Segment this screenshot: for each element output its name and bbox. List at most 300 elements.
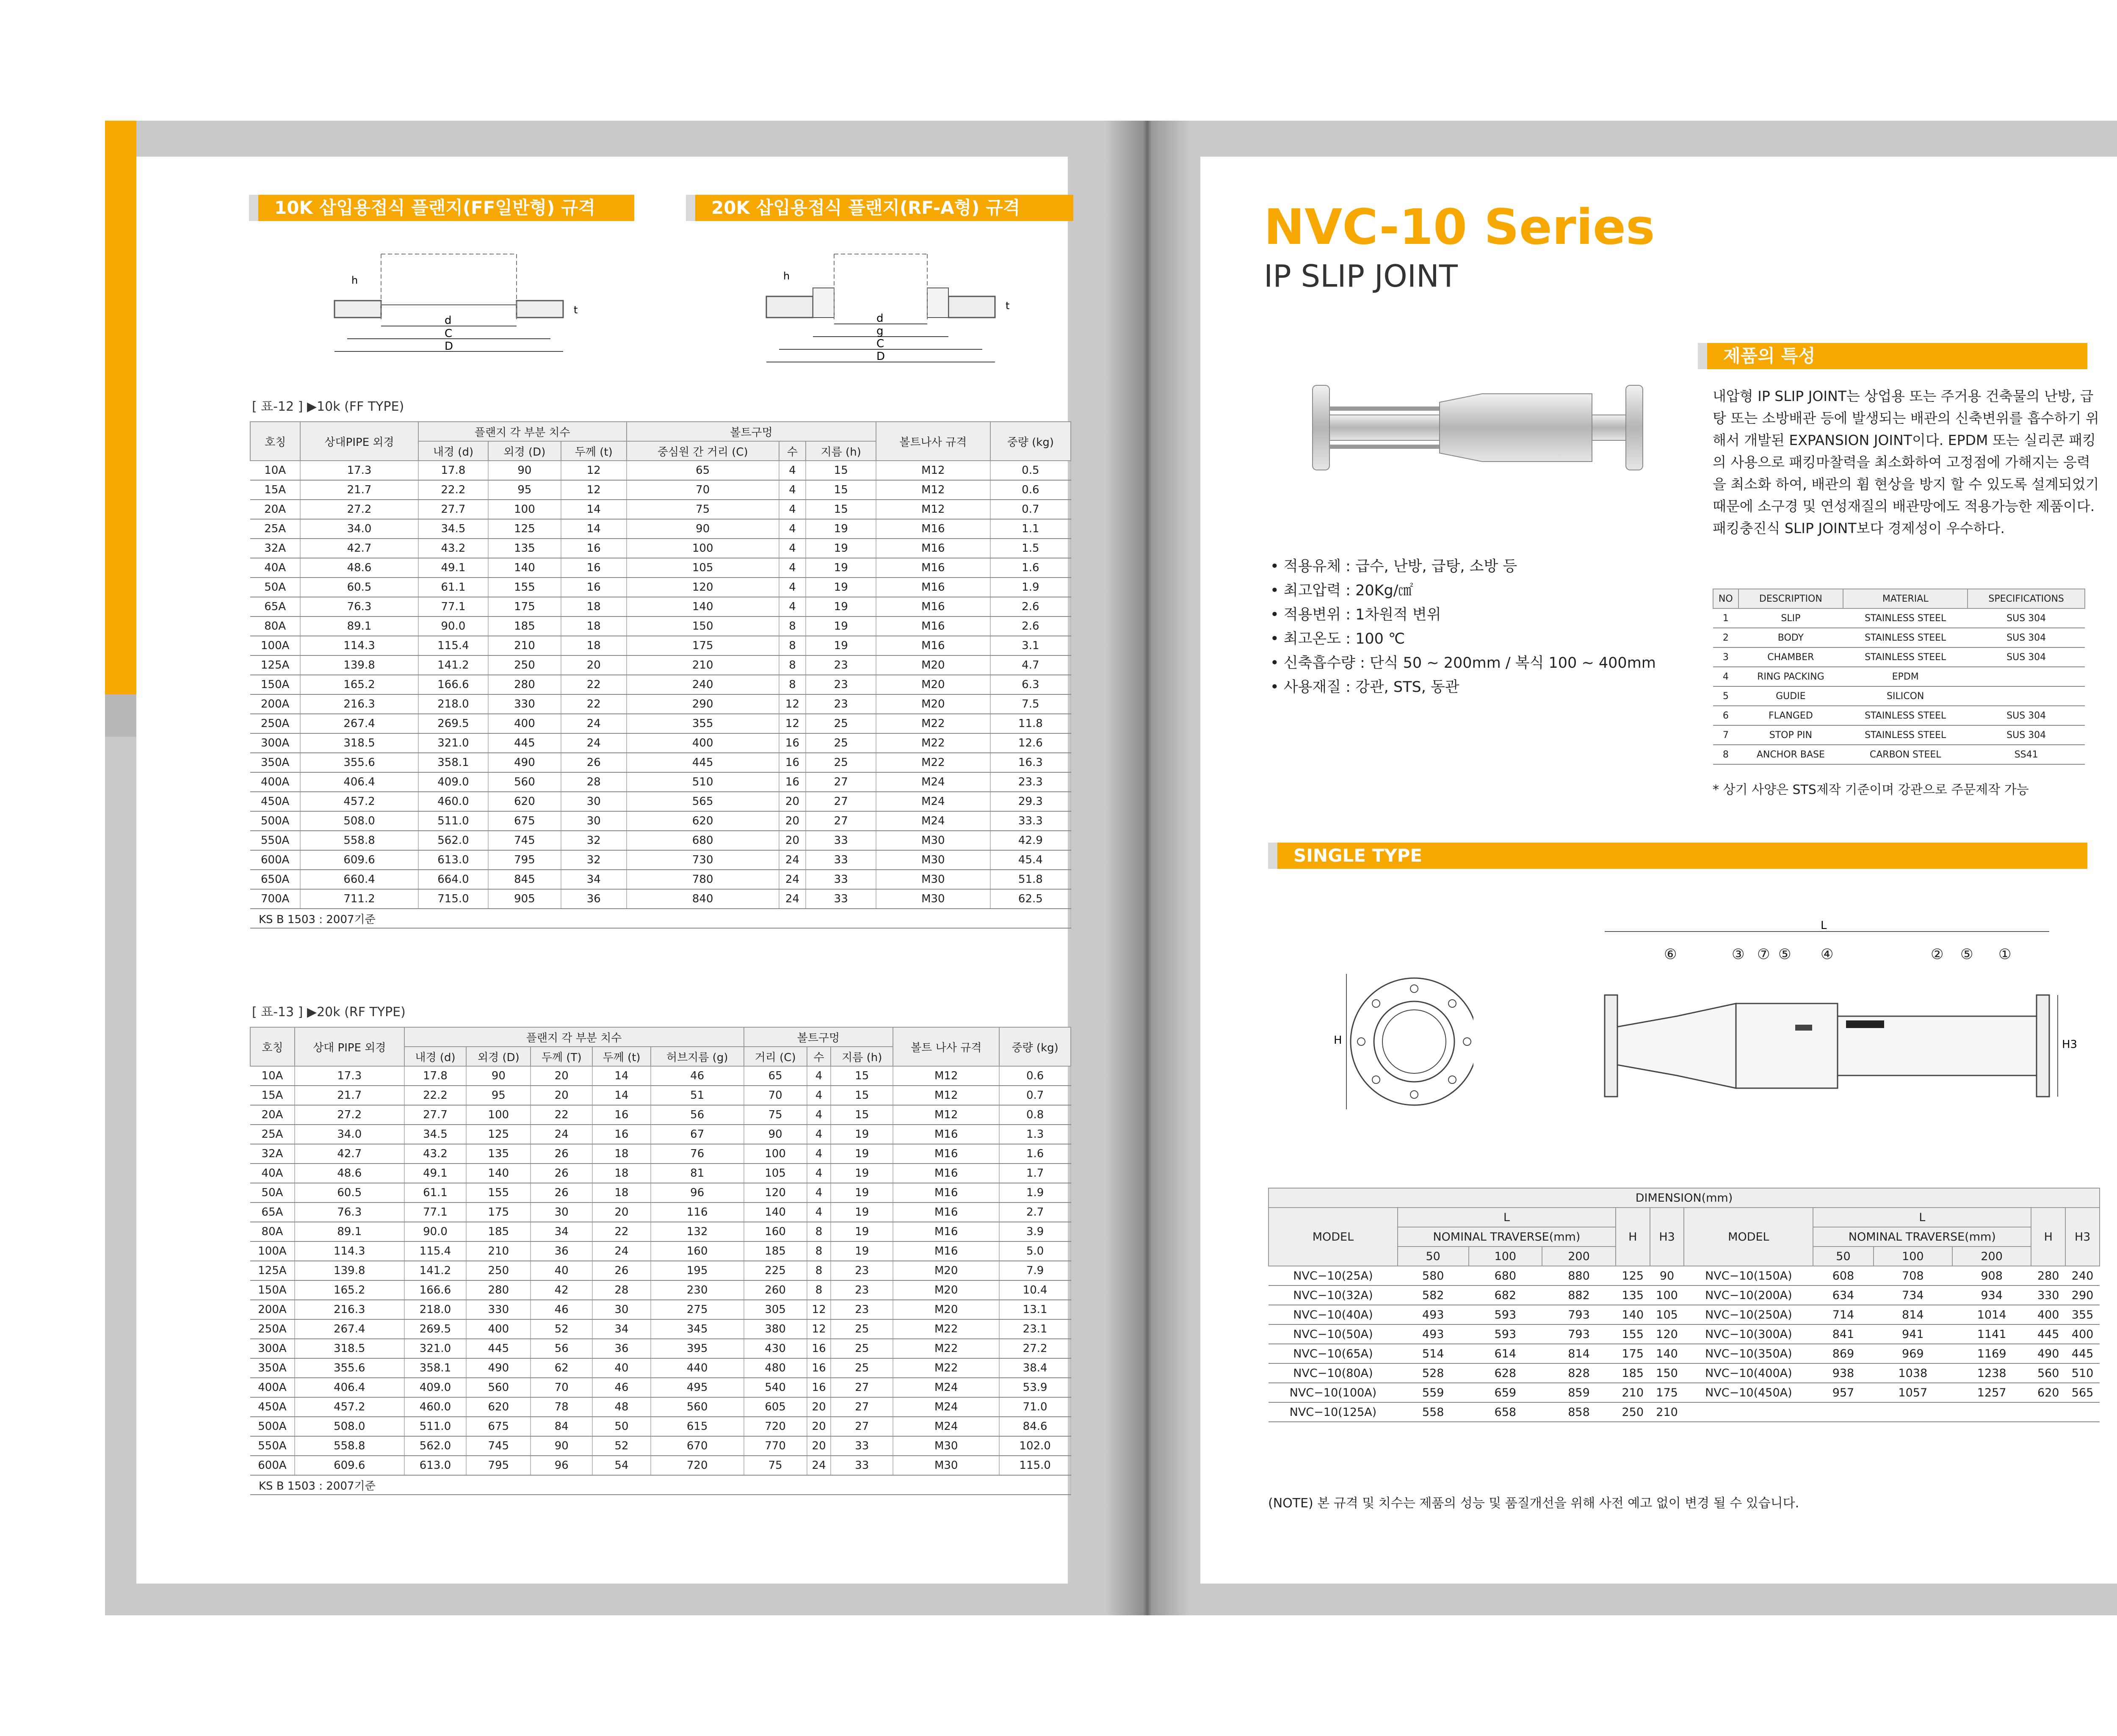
t13-h-D: 외경 (D) — [466, 1047, 531, 1066]
table-cell: 100A — [250, 1241, 295, 1261]
table-cell: 155 — [488, 578, 561, 597]
table-cell: 49.1 — [404, 1164, 467, 1183]
dimension-table — [1268, 1188, 2100, 1422]
table-cell: 225 — [744, 1261, 807, 1280]
table-cell: 600A — [250, 850, 300, 870]
table-cell: 210 — [1616, 1383, 1650, 1402]
table-cell: 40 — [592, 1358, 651, 1378]
t13-h-pipe: 상대 PIPE 외경 — [295, 1027, 404, 1066]
table-cell: 70 — [627, 480, 779, 500]
table-cell: 140 — [744, 1202, 807, 1222]
table-cell: 175 — [488, 597, 561, 616]
table-cell: 267.4 — [295, 1319, 404, 1339]
table-cell: M16 — [876, 636, 990, 655]
t12-h-screw: 볼트나사 규격 — [876, 422, 990, 461]
table-cell: 34.0 — [300, 519, 418, 539]
table-cell: M12 — [893, 1086, 999, 1105]
table-cell: 0.8 — [999, 1105, 1071, 1125]
table-cell: 14 — [561, 500, 627, 519]
table-cell: 90.0 — [404, 1222, 467, 1241]
table-cell: 46 — [592, 1378, 651, 1397]
table-cell: 400 — [2031, 1305, 2065, 1324]
table-cell: 140 — [627, 597, 779, 616]
table-cell: NVC−10(450A) — [1684, 1383, 1813, 1402]
table-cell: 139.8 — [295, 1261, 404, 1280]
spec-bullet-text: 적용변위 : 1차원적 변위 — [1283, 606, 1441, 623]
table-cell: 16 — [561, 578, 627, 597]
table-cell: 34.0 — [295, 1125, 404, 1144]
table-cell: M12 — [876, 500, 990, 519]
diagram-label-c: C — [445, 327, 453, 340]
table-cell: 560 — [488, 772, 561, 792]
table-cell: 16.3 — [990, 753, 1071, 772]
table-cell: 32A — [250, 1144, 295, 1164]
side-view-label-L: L — [1821, 919, 1827, 932]
table-cell: 70 — [531, 1378, 592, 1397]
table-cell: 16 — [779, 733, 806, 753]
table-cell: 76 — [651, 1144, 744, 1164]
table-cell: 708 — [1874, 1266, 1952, 1285]
table-row — [1269, 1344, 2100, 1363]
table-row — [250, 792, 1071, 811]
table-cell: 195 — [651, 1261, 744, 1280]
table-row — [1269, 1324, 2100, 1344]
table-cell: 43.2 — [418, 539, 489, 558]
table-cell: 14 — [592, 1086, 651, 1105]
t12-h-pipe: 상대PIPE 외경 — [300, 422, 418, 461]
table-row — [1713, 686, 2085, 706]
table-cell: 27.2 — [300, 500, 418, 519]
dim-h-200-2: 200 — [1952, 1247, 2031, 1266]
table-cell: SS41 — [1968, 745, 2085, 764]
table-cell: 941 — [1874, 1324, 1952, 1344]
table-cell: M16 — [893, 1164, 999, 1183]
spec-bullet-text: 최고압력 : 20Kg/㎠ — [1283, 582, 1413, 599]
table-cell: 60.5 — [300, 578, 418, 597]
callout-number: ⑥ — [1664, 946, 1677, 963]
table-cell: 330 — [488, 694, 561, 714]
table-cell: M30 — [876, 889, 990, 909]
table-cell: 75 — [744, 1456, 807, 1475]
table-cell: 56 — [651, 1105, 744, 1125]
table-cell: 445 — [2065, 1344, 2100, 1363]
table-row — [1269, 1363, 2100, 1383]
dim-h-100-2: 100 — [1874, 1247, 1952, 1266]
table-cell: 558.8 — [300, 831, 418, 850]
table-cell — [1968, 686, 2085, 706]
t13-h-flange: 플랜지 각 부분 치수 — [404, 1027, 744, 1047]
table-row — [250, 1202, 1071, 1222]
table-cell: 166.6 — [418, 675, 489, 694]
table-cell: 5 — [1713, 686, 1738, 706]
table-cell: 493 — [1398, 1305, 1469, 1324]
table-cell: 12.6 — [990, 733, 1071, 753]
table-cell: M16 — [893, 1125, 999, 1144]
table-cell: 280 — [488, 675, 561, 694]
table-cell: 1.7 — [999, 1164, 1071, 1183]
table-cell: 4 — [779, 519, 806, 539]
table-cell: 24 — [807, 1456, 831, 1475]
table-cell: 25 — [806, 733, 876, 753]
table-cell: 80A — [250, 616, 300, 636]
table-cell: 210 — [1650, 1402, 1684, 1422]
table-cell: NVC−10(25A) — [1269, 1266, 1398, 1285]
table-cell: NVC−10(250A) — [1684, 1305, 1813, 1324]
table-cell: 26 — [531, 1183, 592, 1202]
table-cell: 114.3 — [295, 1241, 404, 1261]
table-cell: 210 — [627, 655, 779, 675]
t12-h-c: 중심원 간 거리 (C) — [627, 441, 779, 461]
table-cell: M30 — [876, 870, 990, 889]
table-cell: 457.2 — [300, 792, 418, 811]
table-cell: 43.2 — [404, 1144, 467, 1164]
table-cell: 25 — [831, 1358, 893, 1378]
table-cell: 65 — [744, 1066, 807, 1086]
table-cell: 620 — [2031, 1383, 2065, 1402]
table-cell: 4 — [807, 1086, 831, 1105]
table-row — [250, 1339, 1071, 1358]
table-cell: 4 — [779, 461, 806, 480]
table-cell: 28 — [592, 1280, 651, 1300]
table-cell: 664.0 — [418, 870, 489, 889]
table-cell: 560 — [466, 1378, 531, 1397]
table-cell: 4 — [779, 597, 806, 616]
table-cell: 460.0 — [404, 1397, 467, 1417]
table-cell: 20 — [807, 1397, 831, 1417]
table-cell: 745 — [466, 1436, 531, 1456]
table-cell: 1038 — [1874, 1363, 1952, 1383]
table-cell: 61.1 — [418, 578, 489, 597]
table-cell: 175 — [627, 636, 779, 655]
table-cell: 267.4 — [300, 714, 418, 733]
table-cell: 52 — [592, 1436, 651, 1456]
table-cell: STAINLESS STEEL — [1843, 647, 1968, 667]
table-cell — [1968, 667, 2085, 686]
table-cell: 71.0 — [999, 1397, 1071, 1417]
table-row — [250, 1183, 1071, 1202]
dim-h-H-2: H — [2031, 1208, 2065, 1266]
table-cell: 8 — [779, 616, 806, 636]
table-cell: 20 — [592, 1202, 651, 1222]
table-row — [1713, 667, 2085, 686]
table-cell: 250A — [250, 714, 300, 733]
table-cell: 90 — [627, 519, 779, 539]
table-cell: 562.0 — [404, 1436, 467, 1456]
table-cell: 659 — [1469, 1383, 1542, 1402]
table-cell: M16 — [893, 1222, 999, 1241]
table-cell: 155 — [1616, 1324, 1650, 1344]
table-cell: 445 — [627, 753, 779, 772]
table-cell: 614 — [1469, 1344, 1542, 1363]
table-cell: 511.0 — [404, 1417, 467, 1436]
table-cell: 8 — [807, 1222, 831, 1241]
table-cell: 23 — [806, 655, 876, 675]
table-cell: M16 — [876, 558, 990, 578]
table-cell: 250 — [1616, 1402, 1650, 1422]
table-cell: 490 — [2031, 1344, 2065, 1363]
table-cell: 23 — [831, 1300, 893, 1319]
table-cell: 42.7 — [295, 1144, 404, 1164]
spec-bullet: • 적용변위 : 1차원적 변위 — [1270, 606, 1441, 623]
table-cell: NVC−10(350A) — [1684, 1344, 1813, 1363]
table-row — [250, 753, 1071, 772]
table-cell: NVC−10(150A) — [1684, 1266, 1813, 1285]
table-cell: M12 — [893, 1066, 999, 1086]
table-cell: 25A — [250, 519, 300, 539]
table-cell: 18 — [592, 1183, 651, 1202]
table-cell: 81 — [651, 1164, 744, 1183]
table-cell: 957 — [1813, 1383, 1873, 1402]
table-cell: 795 — [488, 850, 561, 870]
dim-h-nominal-2: NOMINAL TRAVERSE(mm) — [1813, 1227, 2031, 1247]
table-cell: 17.3 — [295, 1066, 404, 1086]
table-cell: 457.2 — [295, 1397, 404, 1417]
table-cell: 19 — [806, 539, 876, 558]
table-cell: 19 — [806, 616, 876, 636]
table-cell: 90 — [1650, 1266, 1684, 1285]
table-cell: 260 — [744, 1280, 807, 1300]
table-cell: 19 — [831, 1183, 893, 1202]
table-cell: M12 — [876, 461, 990, 480]
table-cell: 21.7 — [300, 480, 418, 500]
table-cell: 16 — [807, 1339, 831, 1358]
table-cell: 20A — [250, 1105, 295, 1125]
table-cell: 150A — [250, 675, 300, 694]
table-cell: 160 — [744, 1222, 807, 1241]
table-cell: SUS 304 — [1968, 608, 2085, 628]
table-row — [250, 1417, 1071, 1436]
table-cell: 440 — [651, 1358, 744, 1378]
table-cell: 0.6 — [999, 1066, 1071, 1086]
table-cell: 18 — [592, 1144, 651, 1164]
table-cell: 938 — [1813, 1363, 1873, 1383]
end-view-label-H: H — [1334, 1034, 1342, 1047]
table-row — [250, 1436, 1071, 1456]
table-cell — [2031, 1402, 2065, 1422]
table-cell: 218.0 — [404, 1300, 467, 1319]
table-row — [250, 675, 1071, 694]
spec-bullet-text: 사용재질 : 강관, STS, 동관 — [1283, 679, 1459, 696]
table-cell: 528 — [1398, 1363, 1469, 1383]
table-cell: 628 — [1469, 1363, 1542, 1383]
table-cell: 620 — [488, 792, 561, 811]
table-cell: 305 — [744, 1300, 807, 1319]
table-cell: 700A — [250, 889, 300, 909]
table-cell: 16 — [592, 1125, 651, 1144]
table-cell: 2 — [1713, 628, 1738, 647]
table-cell: NVC−10(50A) — [1269, 1324, 1398, 1344]
table13-caption: [ 표-13 ] ▶20k (RF TYPE) — [252, 1005, 406, 1020]
table-cell: 27 — [806, 811, 876, 831]
table-cell: 80A — [250, 1222, 295, 1241]
table-cell: 355.6 — [295, 1358, 404, 1378]
table-cell: 32 — [561, 831, 627, 850]
table-cell: 460.0 — [418, 792, 489, 811]
table-row — [1269, 1285, 2100, 1305]
table-cell: STAINLESS STEEL — [1843, 706, 1968, 725]
spec-bullets — [1270, 555, 1656, 699]
parts-header-cell: NO — [1713, 589, 1738, 608]
callout-number: ③ — [1732, 946, 1745, 963]
rf-label-d: d — [876, 312, 884, 325]
table-cell: 550A — [250, 1436, 295, 1456]
table-cell: 34 — [561, 870, 627, 889]
table-cell: 828 — [1542, 1363, 1616, 1383]
table-cell: 4 — [779, 578, 806, 597]
table-cell: 15 — [806, 480, 876, 500]
table-cell: SUS 304 — [1968, 628, 2085, 647]
spec-bullet: • 신축흡수량 : 단식 50 ~ 200mm / 복식 100 ~ 400mm — [1270, 655, 1656, 672]
table-cell: 36 — [561, 889, 627, 909]
table-cell: 0.7 — [999, 1086, 1071, 1105]
table-cell: 160 — [651, 1241, 744, 1261]
table-cell: 8 — [807, 1261, 831, 1280]
table-cell: NVC−10(100A) — [1269, 1383, 1398, 1402]
table-cell: 290 — [2065, 1285, 2100, 1305]
table-cell: 90 — [466, 1066, 531, 1086]
parts-header-cell: DESCRIPTION — [1738, 589, 1843, 608]
table-row — [250, 772, 1071, 792]
table-cell: 734 — [1874, 1285, 1952, 1305]
table-row — [250, 1125, 1071, 1144]
table-cell: M16 — [876, 539, 990, 558]
table-cell: 6.3 — [990, 675, 1071, 694]
table-cell: 670 — [651, 1436, 744, 1456]
table-row — [1713, 725, 2085, 745]
table-cell: 230 — [651, 1280, 744, 1300]
table-cell: 350A — [250, 753, 300, 772]
table-cell: 608 — [1813, 1266, 1873, 1285]
table-cell: M24 — [893, 1417, 999, 1436]
table-cell: 166.6 — [404, 1280, 467, 1300]
table-cell: 60.5 — [295, 1183, 404, 1202]
table-cell: 125 — [1616, 1266, 1650, 1285]
table-cell: M20 — [893, 1300, 999, 1319]
table-cell: 565 — [627, 792, 779, 811]
table-cell: 22 — [561, 694, 627, 714]
table-cell: 90.0 — [418, 616, 489, 636]
table-cell: 141.2 — [404, 1261, 467, 1280]
table-cell: 25 — [806, 714, 876, 733]
table-cell: 330 — [466, 1300, 531, 1319]
table-cell: 650A — [250, 870, 300, 889]
table-cell: 25 — [806, 753, 876, 772]
table-cell: M30 — [893, 1456, 999, 1475]
table-cell: 141.2 — [418, 655, 489, 675]
table-cell: 12 — [561, 480, 627, 500]
table-cell: 793 — [1542, 1324, 1616, 1344]
table-cell: 185 — [488, 616, 561, 636]
table-cell: 0.6 — [990, 480, 1071, 500]
table-cell: 20 — [807, 1417, 831, 1436]
table-cell: 50A — [250, 1183, 295, 1202]
parts-note: * 상기 사양은 STS제작 기준이며 강관으로 주문제작 가능 — [1713, 782, 2029, 797]
diagram-label-h: h — [351, 274, 358, 286]
table-cell: 5.0 — [999, 1241, 1071, 1261]
callout-number: ② — [1931, 946, 1944, 963]
table-cell: 10A — [250, 1066, 295, 1086]
table-cell: 46 — [651, 1066, 744, 1086]
table-cell: 27 — [831, 1378, 893, 1397]
table-cell: 65A — [250, 597, 300, 616]
table-cell: M20 — [876, 694, 990, 714]
table-cell: 16 — [561, 558, 627, 578]
table-cell: 845 — [488, 870, 561, 889]
table-row — [250, 1261, 1071, 1280]
table-cell: 321.0 — [418, 733, 489, 753]
table-cell: 715.0 — [418, 889, 489, 909]
table-cell: 13.1 — [999, 1300, 1071, 1319]
table-cell: 4 — [807, 1125, 831, 1144]
table-row — [1713, 706, 2085, 725]
table-cell: 559 — [1398, 1383, 1469, 1402]
table-cell: 240 — [627, 675, 779, 694]
table-cell: 175 — [1650, 1383, 1684, 1402]
table-cell: 38.4 — [999, 1358, 1071, 1378]
table-cell: 19 — [831, 1125, 893, 1144]
table-cell: CHAMBER — [1738, 647, 1843, 667]
table-cell: 125 — [466, 1125, 531, 1144]
table-cell: 27 — [806, 792, 876, 811]
table-cell: 84 — [531, 1417, 592, 1436]
table-cell: 19 — [806, 636, 876, 655]
table-cell: 20 — [561, 655, 627, 675]
dim-h-L-1: L — [1398, 1208, 1616, 1227]
table-cell: 26 — [592, 1261, 651, 1280]
table-cell: 185 — [1616, 1363, 1650, 1383]
table-cell: ANCHOR BASE — [1738, 745, 1843, 764]
table-cell: 24 — [779, 889, 806, 909]
table-cell: M22 — [893, 1339, 999, 1358]
table-cell: M22 — [876, 714, 990, 733]
table-cell: 23.1 — [999, 1319, 1071, 1339]
table-cell: 34.5 — [404, 1125, 467, 1144]
table-cell: STAINLESS STEEL — [1843, 608, 1968, 628]
table-cell: 22.2 — [418, 480, 489, 500]
table-cell: 511.0 — [418, 811, 489, 831]
t12-h-n: 수 — [779, 441, 806, 461]
table-row — [250, 1105, 1071, 1125]
table-cell: 250 — [466, 1261, 531, 1280]
table-cell: 250A — [250, 1319, 295, 1339]
table-cell: 18 — [561, 616, 627, 636]
table-cell: 3.9 — [999, 1222, 1071, 1241]
table-cell: 140 — [1650, 1344, 1684, 1363]
table-cell: 23 — [806, 694, 876, 714]
table-cell: 42.9 — [990, 831, 1071, 850]
table-cell: 15 — [806, 500, 876, 519]
section-20k-title: 20K 삽입용접식 플랜지(RF-A형) 규격 — [686, 195, 1073, 221]
table-row — [250, 655, 1071, 675]
dim-h-H3-1: H3 — [1650, 1208, 1684, 1266]
table-cell: 1 — [1713, 608, 1738, 628]
table-row — [250, 578, 1071, 597]
table-row — [250, 616, 1071, 636]
table-cell: NVC−10(80A) — [1269, 1363, 1398, 1383]
table-cell: 15A — [250, 480, 300, 500]
table-cell: 28 — [561, 772, 627, 792]
table-cell: 19 — [806, 578, 876, 597]
table-cell: 20 — [779, 792, 806, 811]
table-cell: 100 — [627, 539, 779, 558]
table-cell: 19 — [831, 1144, 893, 1164]
table-row — [250, 811, 1071, 831]
table-cell: 18 — [592, 1164, 651, 1183]
table-cell: 12 — [807, 1319, 831, 1339]
table-cell: 67 — [651, 1125, 744, 1144]
table-cell: SUS 304 — [1968, 647, 2085, 667]
table-cell: 27 — [806, 772, 876, 792]
